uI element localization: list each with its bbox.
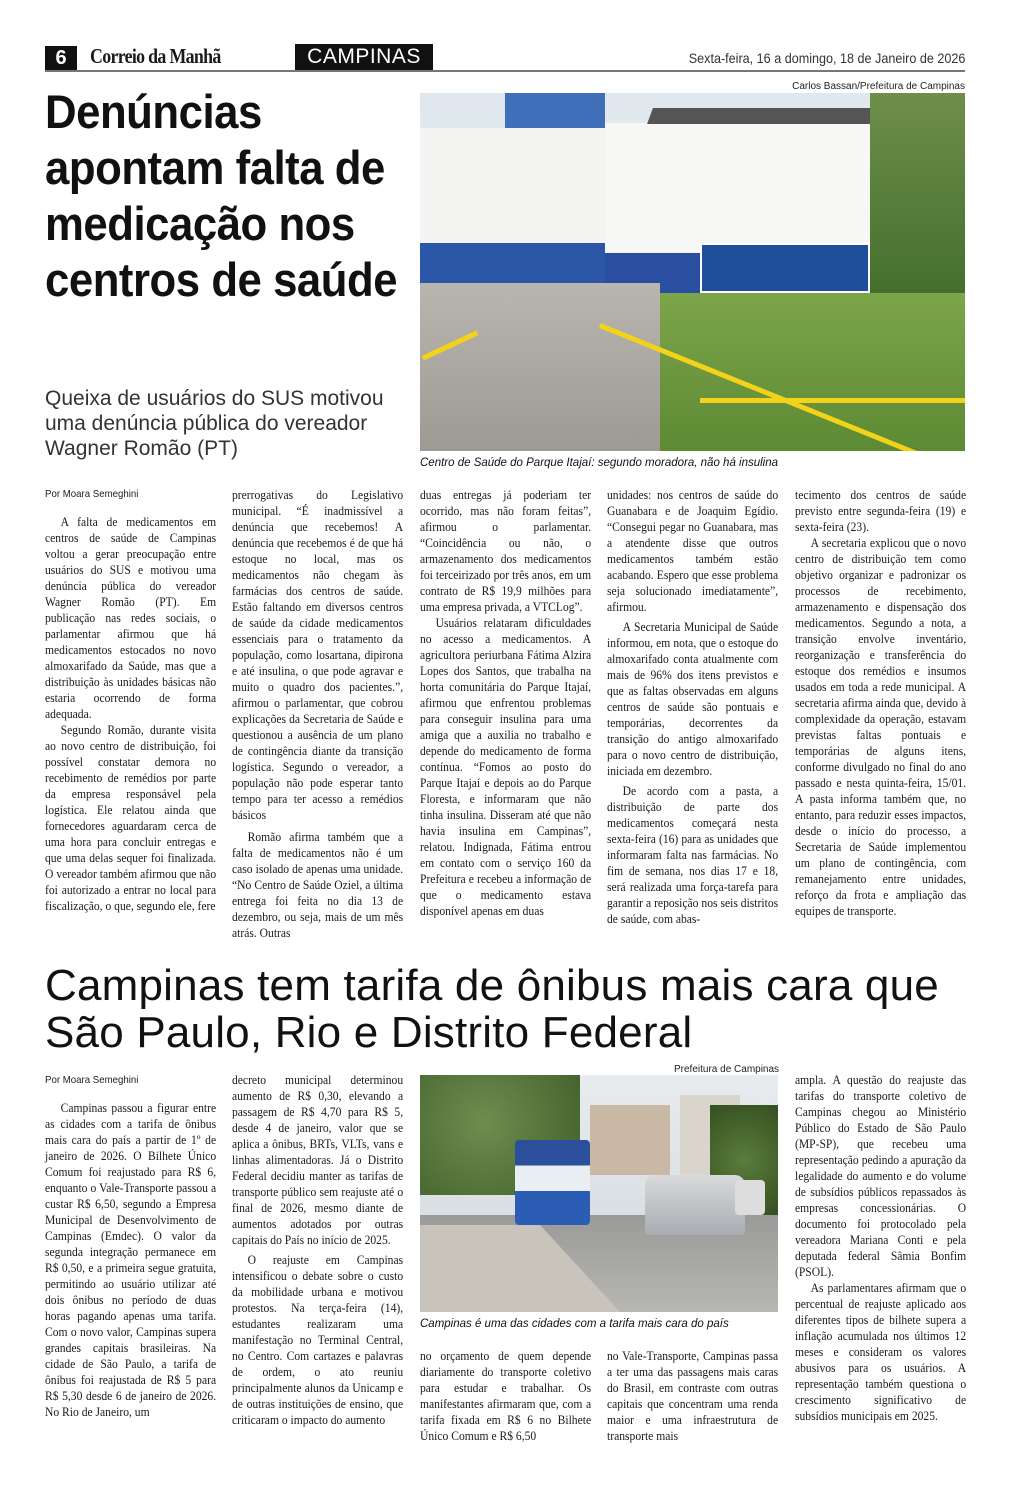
paragraph: De acordo com a pasta, a distribuição de parte dos medicamentos começará nesta sexta-feira (16) para as unidades que informaram falta nas farmácias. No fim de semana, nos dias 17 e 18, será realizada uma força-tarefa para garantir a reposição nos seis distritos de saúde, com abas- xyxy=(607,784,779,926)
article-2-column-5 xyxy=(795,1072,966,1424)
page-number: 6 xyxy=(45,46,77,70)
paragraph: duas entregas já poderiam ter ocorrido, mas não foram feitas”, afirmou o parlamentar. “Coincidência ou não, o armazenamento dos medicamentos foi terceirizado por três anos, em um contrato de R$ 19,9 milhões para uma empresa privada, a VTCLog”. xyxy=(420,488,592,614)
newspaper-logo: Correio da Manhã xyxy=(90,44,221,68)
paragraph: tecimento dos centros de saúde previsto entre segunda-feira (19) e sexta-feira (23). xyxy=(795,488,967,534)
paragraph: no orçamento de quem depende diariamente do transporte coletivo para estudar e trabalhar. Os manifestantes afirmaram que, com a tarifa fixada em R$ 6 no Bilhete Único Comum e R$ 6,50 xyxy=(420,1349,592,1443)
article-2-column-1 xyxy=(45,1074,216,1420)
section-label: CAMPINAS xyxy=(295,44,433,70)
paragraph: Campinas passou a figurar entre as cidades com a tarifa de ônibus mais cara do país a partir de 1º de janeiro de 2026. O Bilhete Único Comum foi reajustado para R$ 6, enquanto o Vale-Transporte passou a custar R$ 6,50, segundo a Empresa Municipal de Desenvolvimento de Campinas (Emdec). O valor da segunda integração permanece em R$ 0,50, e a primeira segue gratuita, permitindo ao usuário utilizar até dois ônibus no período de duas horas pagando apenas uma tarifa. Com o novo valor, Campinas supera grandes capitais brasileiras. Na cidade de São Paulo, a tarifa de ônibus foi reajustada de R$ 5 para R$ 5,30 desde 6 de janeiro de 2026. No Rio de Janeiro, um xyxy=(45,1101,217,1419)
paragraph: Romão afirma também que a falta de medicamentos não é um caso isolado de apenas uma unidade. “No Centro de Saúde Oziel, a última entrega foi feita no dia 13 de dezembro, ou seja, mais de um mês atrás. Outras xyxy=(232,830,404,940)
article-1-column-1 xyxy=(45,488,216,914)
article-2-byline: Por Moara Semeghini xyxy=(45,1074,139,1086)
paragraph: Segundo Romão, durante visita ao novo centro de distribuição, foi possível constatar demora no recebimento de remédios por parte da empresa responsável pela logística. Ele relatou ainda que fornecedores aguardaram cerca de uma hora para concluir entregas e que uma delas sequer foi finalizada. O vereador também afirmou que não foi autorizado a entrar no local para fiscalização, o que, segundo ele, fere xyxy=(45,723,217,913)
article-2-column-3 xyxy=(420,1348,591,1444)
paragraph: unidades: nos centros de saúde do Guanabara e de Joaquim Egídio. “Consegui pegar no Guanabara, mas a atendente disse que outros medicamentos também estão acabando. Espero que esse problema seja solucionado imediatamente”, afirmou. xyxy=(607,488,779,614)
paragraph: A falta de medicamentos em centros de saúde de Campinas voltou a gerar preocupação entre usuários do SUS e motivou uma denúncia pública do vereador Wagner Romão (PT). Em publicação nas redes sociais, o parlamentar afirmou que há medicamentos estocados no novo almoxarifado da Saúde, mas que a distribuição às unidades básicas não estaria ocorrendo de forma adequada. xyxy=(45,515,217,721)
article-1-byline: Por Moara Semeghini xyxy=(45,488,139,500)
article-1-headline: Denúncias apontam falta de medicação nos centros de saúde xyxy=(45,85,398,306)
article-1-column-4 xyxy=(607,487,778,927)
paragraph: A Secretaria Municipal de Saúde informou, em nota, que o estoque do almoxarifado conta atualmente com mais de 96% dos itens previstos e que as faltas observadas em alguns centros de saúde são pontuais e temporárias, decorrentes da transição do antigo almoxarifado para o novo centro de distribuição, iniciada em dezembro. xyxy=(607,620,779,778)
photo-1-caption: Centro de Saúde do Parque Itajaí: segundo moradora, não há insulina xyxy=(420,457,779,469)
article-1-column-3 xyxy=(420,487,591,919)
photo-2-credit: Prefeitura de Campinas xyxy=(674,1064,780,1075)
photo-health-center xyxy=(420,93,965,451)
photo-bus-street xyxy=(420,1075,778,1312)
paragraph: decreto municipal determinou aumento de R$ 0,30, elevando a passagem de R$ 4,70 para R$ 5, desde 4 de janeiro, valor que se aplica a ônibus, BRTs, VLTs, vans e linhas alimentadoras. Já o Distrito Federal decidiu manter as tarifas de transporte público sem reajuste até o final de 2026, mesmo diante de aumentos adotados por outras capitais do País no início de 2025. xyxy=(232,1073,404,1247)
paragraph: ampla. A questão do reajuste das tarifas do transporte coletivo de Campinas chegou ao Ministério Público do Estado de São Paulo (MP-SP), que recebeu uma representação pedindo a apuração da legalidade do aumento e do volume de subsídios públicos repassados às empresas concessionárias. O documento foi protocolado pela vereadora Mariana Conti e pela deputada federal Sâmia Bonfim (PSOL). xyxy=(795,1073,967,1279)
header-divider xyxy=(45,70,965,72)
edition-date: Sexta-feira, 16 a domingo, 18 de Janeiro de 2026 xyxy=(688,50,965,66)
paragraph: O reajuste em Campinas intensificou o debate sobre o custo da mobilidade urbana e motivou protestos. Na terça-feira (14), estudantes realizaram uma manifestação no Terminal Central, no Centro. Com cartazes e palavras de ordem, o ato reuniu principalmente alunos da Unicamp e de outras instituições de ensino, que criticaram o impacto do aumento xyxy=(232,1253,404,1427)
article-1-subheadline: Queixa de usuários do SUS motivou uma denúncia pública do vereador Wagner Romão (PT) xyxy=(45,387,384,460)
article-1-column-2 xyxy=(232,487,403,941)
article-1-column-5 xyxy=(795,487,966,919)
paragraph: As parlamentares afirmam que o percentual de reajuste aplicado aos diferentes tipos de bilhete supera a inflação acumulada nos últimos 12 meses e consideram os valores abusivos para os usuários. A representação também questiona o crescimento significativo de subsídios municipais em 2025. xyxy=(795,1281,967,1423)
paragraph: prerrogativas do Legislativo municipal. “É inadmissível a denúncia que recebemos! A denúncia que recebemos é de que há estoque no local, mas os medicamentos não chegam às farmácias dos centros de saúde. Estão faltando em diversos centros de saúde da cidade medicamentos essenciais para o tratamento da população, como losartana, dipirona e até insulina, o que pode agravar e muito o quadro dos pacientes.”, afirmou o parlamentar, que cobrou explicações da Secretaria de Saúde e questionou a ausência de um plano de contingência diante da transição logística. Segundo o vereador, a população não pode esperar tanto tempo para ter acesso a remédios básicos xyxy=(232,488,404,822)
article-2-column-2 xyxy=(232,1072,403,1428)
paragraph: A secretaria explicou que o novo centro de distribuição tem como objetivo organizar e padronizar os processos de recebimento, armazenamento e dispensação dos medicamentos. Segundo a nota, a transição envolve inventário, reorganização e transferência do estoque dos remédios e insumos usados em toda a rede municipal. A secretaria afirma ainda que, devido à complexidade da operação, estavam previstas faltas pontuais e temporárias de alguns itens, conforme divulgado no final do ano passado e nesta quinta-feira, 15/01. A pasta informa também que, no entanto, para reduzir esses impactos, desde o início do processo, a Secretaria de Saúde implementou um plano de contingência, com remanejamento entre unidades, reforço da frota e ampliação das equipes de transporte. xyxy=(795,536,967,918)
paragraph: Usuários relataram dificuldades no acesso a medicamentos. A agricultora periurbana Fátima Alzira Lopes dos Santos, que trabalha na horta comunitária do Parque Itajaí, afirmou que enfrentou problemas para conseguir insulina para uma amiga que a auxilia no trabalho e depende do medicamento de forma contínua. “Fomos ao posto do Parque Itajaí e depois ao do Parque Floresta, e informaram que não tinha insulina. Disseram até que não havia insulina em Campinas”, relatou. Indignada, Fátima entrou em contato com o serviço 160 da Prefeitura e recebeu a informação de que o medicamento estava disponível apenas em duas xyxy=(420,616,592,918)
paragraph: no Vale-Transporte, Campinas passa a ter uma das passagens mais caras do Brasil, em contraste com outras capitais que concentram uma renda maior e uma infraestrutura de transporte mais xyxy=(607,1349,779,1443)
article-2-column-4 xyxy=(607,1348,778,1444)
article-2-headline: Campinas tem tarifa de ônibus mais cara que São Paulo, Rio e Distrito Federal xyxy=(45,961,939,1057)
photo-2-caption: Campinas é uma das cidades com a tarifa mais cara do país xyxy=(420,1318,729,1330)
photo-1-credit: Carlos Bassan/Prefeitura de Campinas xyxy=(792,81,965,92)
